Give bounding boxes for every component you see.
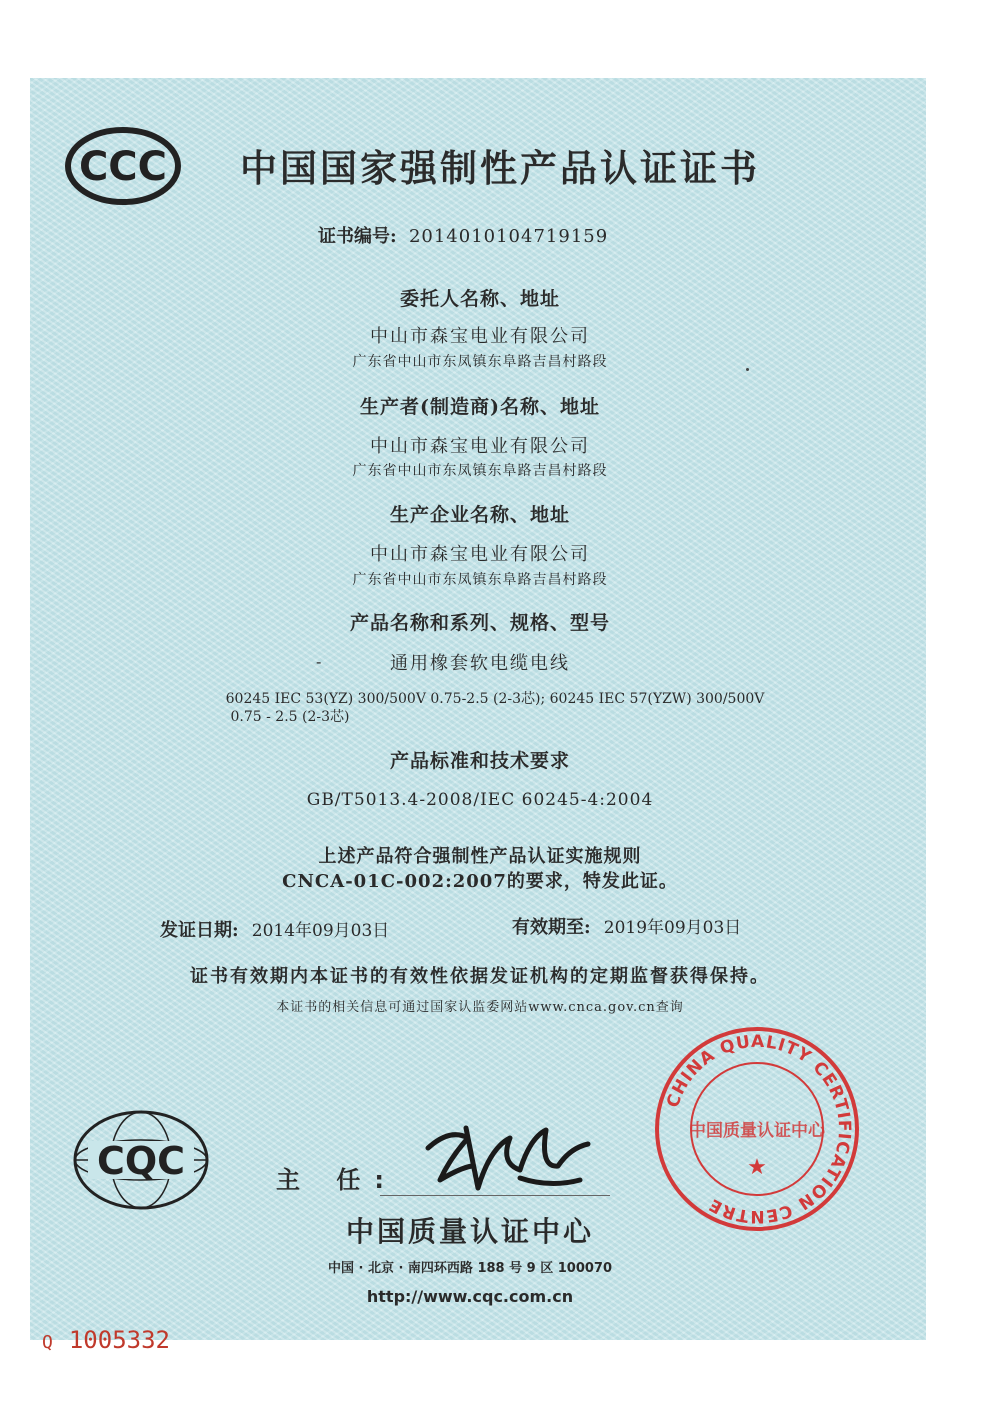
cqc-logo-text: CQC xyxy=(96,1139,186,1183)
factory-heading: 生产企业名称、地址 xyxy=(389,504,570,526)
certificate-number-label: 证书编号: xyxy=(318,226,397,247)
serial-prefix: Q xyxy=(42,1332,53,1353)
certificate-number-value: 2014010104719159 xyxy=(408,226,609,247)
org-url: http://www.cqc.com.cn xyxy=(366,1287,574,1306)
conformity-line2: CNCA-01C-002:2007的要求，特发此证。 xyxy=(282,871,678,892)
seal-star-icon: ★ xyxy=(747,1155,767,1180)
cqc-logo xyxy=(70,1108,212,1212)
manufacturer-heading: 生产者(制造商)名称、地址 xyxy=(360,396,600,418)
certificate-number xyxy=(318,222,608,248)
org-name: 中国质量认证中心 xyxy=(345,1215,594,1248)
serial-number-value: 1005332 xyxy=(68,1326,170,1354)
applicant-name: 中山市森宝电业有限公司 xyxy=(370,326,590,347)
serial-number xyxy=(42,1326,170,1354)
manufacturer-name: 中山市森宝电业有限公司 xyxy=(370,436,590,457)
issue-date-value: 2014年09月03日 xyxy=(251,921,390,941)
expiry-date-value: 2019年09月03日 xyxy=(603,918,742,938)
standard-value: GB/T5013.4-2008/IEC 60245-4:2004 xyxy=(306,790,654,810)
applicant-address: 广东省中山市东凤镇东阜路吉昌村路段 xyxy=(352,354,608,370)
manufacturer-address: 广东省中山市东凤镇东阜路吉昌村路段 xyxy=(352,463,608,479)
product-name: 通用橡套软电缆电线 xyxy=(390,653,570,674)
issue-date-label: 发证日期: xyxy=(160,920,239,941)
signature-line xyxy=(380,1195,610,1196)
director-label: 主 任: xyxy=(276,1166,398,1194)
issue-date xyxy=(160,916,389,942)
official-seal xyxy=(652,1024,862,1234)
expiry-date xyxy=(512,913,741,939)
certificate-title: 中国国家强制性产品认证证书 xyxy=(240,147,760,190)
signature xyxy=(420,1108,600,1198)
product-spec-line2: 0.75 - 2.5 (2-3芯) xyxy=(230,709,350,725)
product-heading: 产品名称和系列、规格、型号 xyxy=(349,612,610,634)
product-spec-line1: 60245 IEC 53(YZ) 300/500V 0.75-2.5 (2-3芯); 60245 IEC 57(YZW) 300/500V xyxy=(225,691,765,707)
ccc-logo-text: CCC xyxy=(78,144,168,190)
applicant-heading: 委托人名称、地址 xyxy=(399,288,560,310)
conformity-line1: 上述产品符合强制性产品认证实施规则 xyxy=(318,846,642,867)
factory-name: 中山市森宝电业有限公司 xyxy=(370,544,590,565)
seal-inner-text: 中国质量认证中心 xyxy=(689,1121,825,1141)
expiry-date-label: 有效期至: xyxy=(512,917,591,938)
ccc-logo xyxy=(64,126,182,206)
speck xyxy=(746,368,749,371)
seal-outer-text: CHINA QUALITY CERTIFICATION CENTRE xyxy=(663,1031,855,1227)
verification-notice: 本证书的相关信息可通过国家认监委网站www.cnca.gov.cn查询 xyxy=(276,1000,684,1015)
validity-statement: 证书有效期内本证书的有效性依据发证机构的定期监督获得保持。 xyxy=(190,966,770,987)
org-address: 中国 · 北京 · 南四环西路 188 号 9 区 100070 xyxy=(327,1261,613,1276)
product-dash: - xyxy=(316,652,322,671)
standard-heading: 产品标准和技术要求 xyxy=(389,750,570,772)
factory-address: 广东省中山市东凤镇东阜路吉昌村路段 xyxy=(352,572,608,588)
